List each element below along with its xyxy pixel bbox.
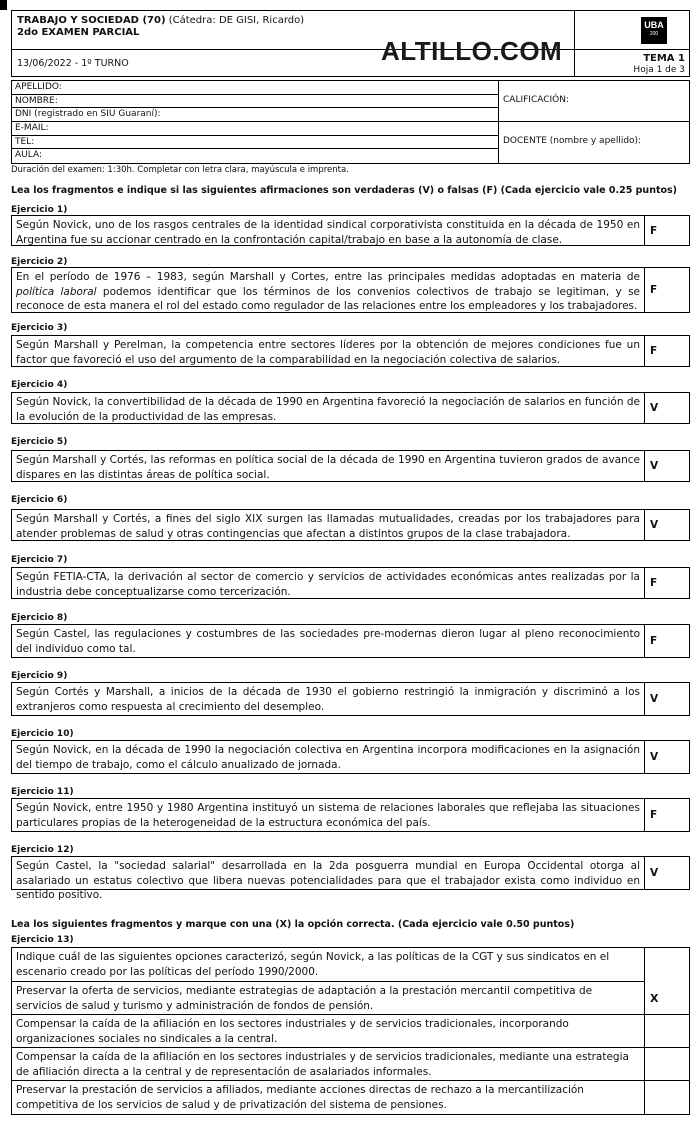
corner-mark xyxy=(0,0,7,10)
course-chair: (Cátedra: DE GISI, Ricardo) xyxy=(168,15,305,26)
mc-option[interactable] xyxy=(12,1081,689,1114)
header-left xyxy=(12,11,575,76)
section2-heading: Lea los siguientes fragmentos y marque con una (X) la opción correcta. (Cada ejercicio vale 0.50 puntos) xyxy=(11,919,575,930)
answer-cell[interactable]: F xyxy=(650,224,658,237)
exercise-label: Ejercicio 9) xyxy=(11,671,68,681)
calificacion-field: CALIFICACIÓN: xyxy=(499,81,689,122)
watermark: ALTILLO.COM xyxy=(381,36,563,66)
answer-cell[interactable]: F xyxy=(650,577,658,589)
exercise-10 xyxy=(11,740,690,774)
answer-cell[interactable]: F xyxy=(650,345,658,357)
exercise-label: Ejercicio 11) xyxy=(11,787,74,797)
exercise-1 xyxy=(11,215,690,246)
mc-option-text: Compensar la caída de la afiliación en los sectores industriales y de servicios tradicionales, incorporando organizaciones sociales no sindicales a la central. xyxy=(12,1015,645,1047)
mc-option[interactable] xyxy=(12,982,689,1015)
field-nombre[interactable]: NOMBRE: xyxy=(12,95,498,109)
answer-cell[interactable]: F xyxy=(650,809,658,821)
mc-option[interactable] xyxy=(12,1015,689,1048)
exercise-label: Ejercicio 8) xyxy=(11,613,68,623)
mc-option-mark[interactable]: X xyxy=(650,991,659,1005)
course-line xyxy=(17,15,569,27)
mc-option[interactable] xyxy=(12,1048,689,1081)
exercise-statement: Según FETIA-CTA, la derivación al sector de comercio y servicios de actividades económicas antes realizadas por la industria debe conceptualizarse como tercerización. xyxy=(12,568,645,598)
exercise-label: Ejercicio 6) xyxy=(11,495,68,505)
mc-option-mark[interactable] xyxy=(645,1015,689,1047)
exercise-6 xyxy=(11,509,690,541)
exercise-statement: Según Marshall y Cortés, a fines del siglo XIX surgen las llamadas mutualidades, creadas por los trabajadores para atender problemas de salud y otras contingencias que afectan a distintos grupos de la clase trabajadora. xyxy=(12,510,645,540)
mc-question: Indique cuál de las siguientes opciones caracterizó, según Novick, a las políticas de la CGT y sus sindicatos en el escenario creado por las políticas del período 1990/2000. xyxy=(12,948,645,982)
answer-cell[interactable]: F xyxy=(650,284,658,296)
mc-option-mark[interactable] xyxy=(645,1081,689,1114)
field-email[interactable]: E-MAIL: xyxy=(12,122,498,136)
exercise-5 xyxy=(11,450,690,482)
docente-field: DOCENTE (nombre y apellido): xyxy=(503,136,642,146)
exercise-label: Ejercicio 12) xyxy=(11,845,74,855)
exercise-8 xyxy=(11,624,690,658)
mc-option-text: Preservar la oferta de servicios, mediante estrategias de adaptación a la prestación mercantil competitiva de servicios de salud y turismo y administración de fondos de pensión. xyxy=(12,982,645,1014)
exercise-statement: Según Castel, la "sociedad salarial" desarrollada en la 2da posguerra mundial en Europa Occidental otorga al asalariado un estatus colectivo que libera nuevas potencialidades para que el trabajador exista como individuo en sentido positivo. xyxy=(12,857,645,889)
exam-date: 13/06/2022 - 1º TURNO xyxy=(17,58,129,69)
exercise-label: Ejercicio 3) xyxy=(11,323,68,333)
exercise-label: Ejercicio 10) xyxy=(11,729,74,739)
answer-cell[interactable]: F xyxy=(650,635,658,647)
exercise-label: Ejercicio 7) xyxy=(11,555,68,565)
uba-logo xyxy=(641,17,667,44)
field-tel[interactable]: TEL: xyxy=(12,136,498,150)
logo-subtext: 200 xyxy=(649,31,659,37)
course-title: TRABAJO Y SOCIEDAD (70) xyxy=(17,15,166,26)
exercise-9 xyxy=(11,682,690,716)
exercise-12 xyxy=(11,856,690,901)
page-count: Hoja 1 de 3 xyxy=(633,65,685,75)
exercise-2 xyxy=(11,267,690,313)
exercise-statement: Según Marshall y Cortés, las reformas en política social de la década de 1990 en Argentina tuvieron grados de avance dispares en las distintas áreas de política social. xyxy=(12,451,645,481)
exercise-statement: Según Castel, las regulaciones y costumbres de las sociedades pre-modernas dieron lugar al pleno reconocimiento del individuo como tal. xyxy=(12,625,645,657)
answer-cell[interactable]: V xyxy=(650,751,659,763)
exercise-statement: En el período de 1976 – 1983, según Marshall y Cortes, entre las principales medidas adoptadas en materia de política laboral podemos identificar que los términos de los convenios colectivos de trabajo se legitiman, y se reconoce de esta manera el rol del estado como regulador de las relaciones entre los empleadores y los trabajadores. xyxy=(12,268,645,312)
mc-option-text: Preservar la prestación de servicios a afiliados, mediante acciones directas de rechazo a la mercantilización competitiva de los servicios de salud y de privatización del sistema de pensiones. xyxy=(12,1081,645,1114)
exam-title: 2do EXAMEN PARCIAL xyxy=(17,27,140,38)
exercise-13 xyxy=(11,947,690,1115)
answer-cell[interactable]: V xyxy=(650,867,659,879)
exercise-statement: Según Novick, uno de los rasgos centrales de la identidad sindical corporativista constituida en la década de 1950 en Argentina fue su accionar centrado en la confrontación capital/trabajo en base a la autonomía de clase. xyxy=(12,216,645,245)
exam-duration: Duración del examen: 1:30h. Completar con letra clara, mayúscula e imprenta. xyxy=(11,165,349,175)
mc-option-text: Compensar la caída de la afiliación en los sectores industriales y de servicios tradicionales, mediante una estrategia de afiliación directa a la central y de representación de asalariados informales. xyxy=(12,1048,645,1080)
mc-option-mark[interactable] xyxy=(645,1048,689,1080)
logo-cell xyxy=(575,11,689,50)
answer-cell[interactable]: V xyxy=(650,519,659,531)
exercise-statement: Según Novick, la convertibilidad de la década de 1990 en Argentina favoreció la negociación de salarios en función de la evolución de la productividad de las empresas. xyxy=(12,393,645,423)
exercise-11 xyxy=(11,798,690,832)
exercise-statement: Según Cortés y Marshall, a inicios de la década de 1930 el gobierno restringió la inmigración y discriminó a los extranjeros como respuesta al crecimiento del desempleo. xyxy=(12,683,645,715)
exercise-label: Ejercicio 2) xyxy=(11,257,68,267)
exercise-statement: Según Marshall y Perelman, la competencia entre sectores líderes por la obtención de mejores condiciones fue un factor que favoreció el uso del argumento de la comparabilidad en la negociación colectiva de salarios. xyxy=(12,336,645,366)
exercise-label: Ejercicio 1) xyxy=(11,205,68,215)
answer-cell[interactable]: V xyxy=(650,460,659,472)
answer-cell[interactable]: V xyxy=(650,693,659,705)
logo-text: UBA xyxy=(644,20,664,30)
student-identification xyxy=(11,80,690,164)
exercise-statement: Según Novick, en la década de 1990 la negociación colectiva en Argentina incorpora modificaciones en la asignación del tiempo de trabajo, como el cálculo anualizado de jornada. xyxy=(12,741,645,773)
tema-label: TEMA 1 xyxy=(643,53,685,64)
exercise-statement: Según Novick, entre 1950 y 1980 Argentina instituyó un sistema de relaciones laborales que reflejaba las situaciones particulares propias de la heterogeneidad de la estructura económica del país. xyxy=(12,799,645,831)
field-apellido[interactable]: APELLIDO: xyxy=(12,81,498,95)
exercise-3 xyxy=(11,335,690,367)
header-right xyxy=(575,11,689,76)
exercise-7 xyxy=(11,567,690,599)
exercise-label: Ejercicio 4) xyxy=(11,380,68,390)
exercise-label: Ejercicio 5) xyxy=(11,437,68,447)
answer-cell[interactable]: V xyxy=(650,402,659,414)
exam-header xyxy=(11,10,690,77)
exercise-label: Ejercicio 13) xyxy=(11,935,74,945)
section1-heading: Lea los fragmentos e indique si las siguientes afirmaciones son verdaderas (V) o falsas (F) (Cada ejercicio vale 0.25 puntos) xyxy=(11,185,678,196)
field-aula[interactable]: AULA: xyxy=(15,150,42,161)
field-dni[interactable]: DNI (registrado en SIU Guaraní): xyxy=(12,108,498,122)
exercise-4 xyxy=(11,392,690,424)
ident-fields xyxy=(12,81,499,163)
